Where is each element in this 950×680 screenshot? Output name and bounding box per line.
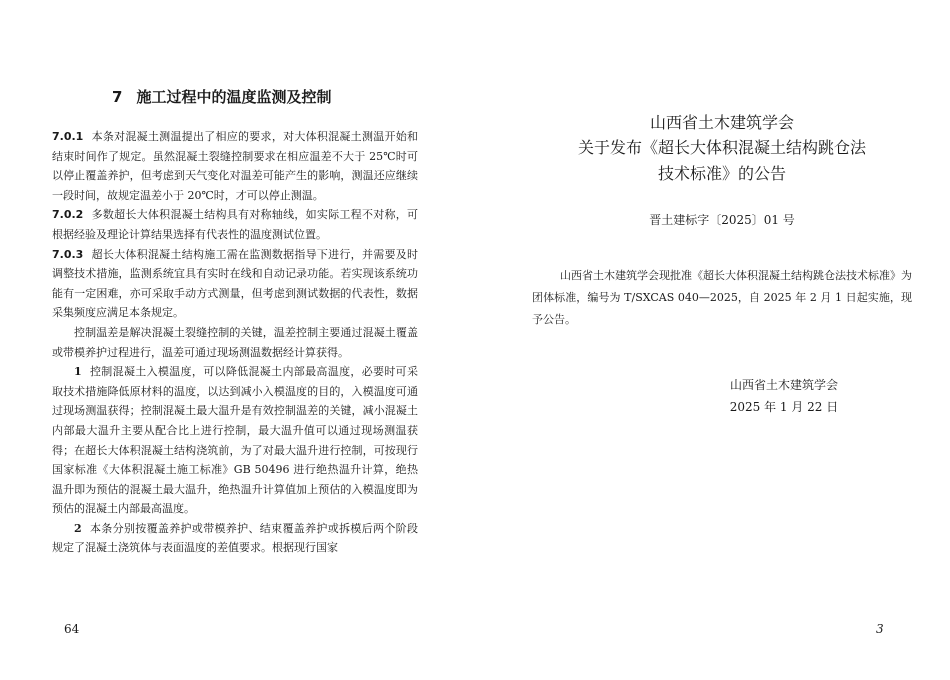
notice-title-line-2: 技术标准》的公告 — [657, 164, 786, 183]
left-page — [52, 0, 418, 680]
clause-text: 本条对混凝土测温提出了相应的要求，对大体积混凝土测温开始和结束时间作了规定。虽然混凝土裂缝控制要求在相应温差不大于 25℃时可以停止覆盖养护，但考虑到天气变化对温差可能产生的影响，测温还应继续一段时间，故规定温差小于 20℃时，才可以停止测温。 — [52, 130, 418, 202]
right-page-number: 3 — [876, 622, 884, 636]
right-page — [532, 0, 912, 680]
clause-text: 多数超长大体积混凝土结构具有对称轴线，如实际工程不对称，可根据经验及理论计算结果选择有代表性的温度测试位置。 — [52, 208, 418, 241]
signature-date: 2025 年 1 月 22 日 — [729, 400, 839, 414]
item-number: 2 — [74, 521, 82, 535]
list-item-2 — [52, 519, 418, 558]
clause-number: 7.0.3 — [52, 247, 84, 261]
clause-7-0-2 — [52, 205, 418, 244]
clause-number: 7.0.1 — [52, 130, 84, 143]
left-page-number: 64 — [64, 622, 80, 636]
clause-text: 超长大体积混凝土结构施工需在监测数据指导下进行，并需要及时调整技术措施，监测系统宜具有实时在线和自动记录功能。若实现该系统功能有一定困难，亦可采取手动方式测量，但考虑到测试数据的代表性，数据采集频度应满足本条规定。 — [52, 247, 418, 320]
commentary-body — [52, 127, 418, 558]
list-item-1 — [52, 362, 418, 519]
chapter-number: 7 — [112, 88, 123, 106]
chapter-title-text: 施工过程中的温度监测及控制 — [136, 88, 332, 106]
notice-title-line-1: 关于发布《超长大体积混凝土结构跳仓法 — [577, 138, 866, 157]
body-paragraph: 控制温差是解决混凝土裂缝控制的关键，温差控制主要通过混凝土覆盖或带模养护过程进行，温差可通过现场测温数据经计算获得。 — [52, 325, 418, 359]
announcement-text: 山西省土木建筑学会现批准《超长大体积混凝土结构跳仓法技术标准》为团体标准，编号为 T/SXCAS 040—2025，自 2025 年 2 月 1 日起实施，现予公告。 — [532, 269, 912, 326]
item-text: 控制混凝土入模温度，可以降低混凝土内部最高温度，必要时可采取技术措施降低原材料的温度，以达到减小入模温度的目的，入模温度可通过现场测温获得；控制混凝土最大温升是有效控制温差的关键，减小混凝土内部最大温升主要从配合比上进行控制，最大温升值可以通过现场测温获得；在超长大体积混凝土结构浇筑前，为了对最大温升进行控制，可按现行国家标准《大体积混凝土施工标准》GB 50496 进行绝热温升计算，绝热温升即为预估的混凝土最大温升，绝热温升计算值加上预估的入模温度即为预估的混凝土内部最高温度。 — [52, 365, 418, 516]
chapter-title — [112, 86, 412, 107]
signature-org: 山西省土木建筑学会 — [729, 378, 838, 392]
clause-7-0-1 — [52, 127, 418, 205]
signature-block — [694, 374, 874, 418]
item-text: 本条分别按覆盖养护或带模养护、结束覆盖养护或拆模后两个阶段规定了混凝土浇筑体与表面温度的差值要求。根据现行国家 — [52, 521, 418, 555]
org-title: 山西省土木建筑学会 — [649, 113, 794, 132]
item-number: 1 — [74, 365, 82, 379]
clause-number: 7.0.2 — [52, 208, 84, 222]
clause-7-0-3 — [52, 245, 418, 323]
document-number: 晋土建标字〔2025〕01 号 — [649, 213, 795, 227]
